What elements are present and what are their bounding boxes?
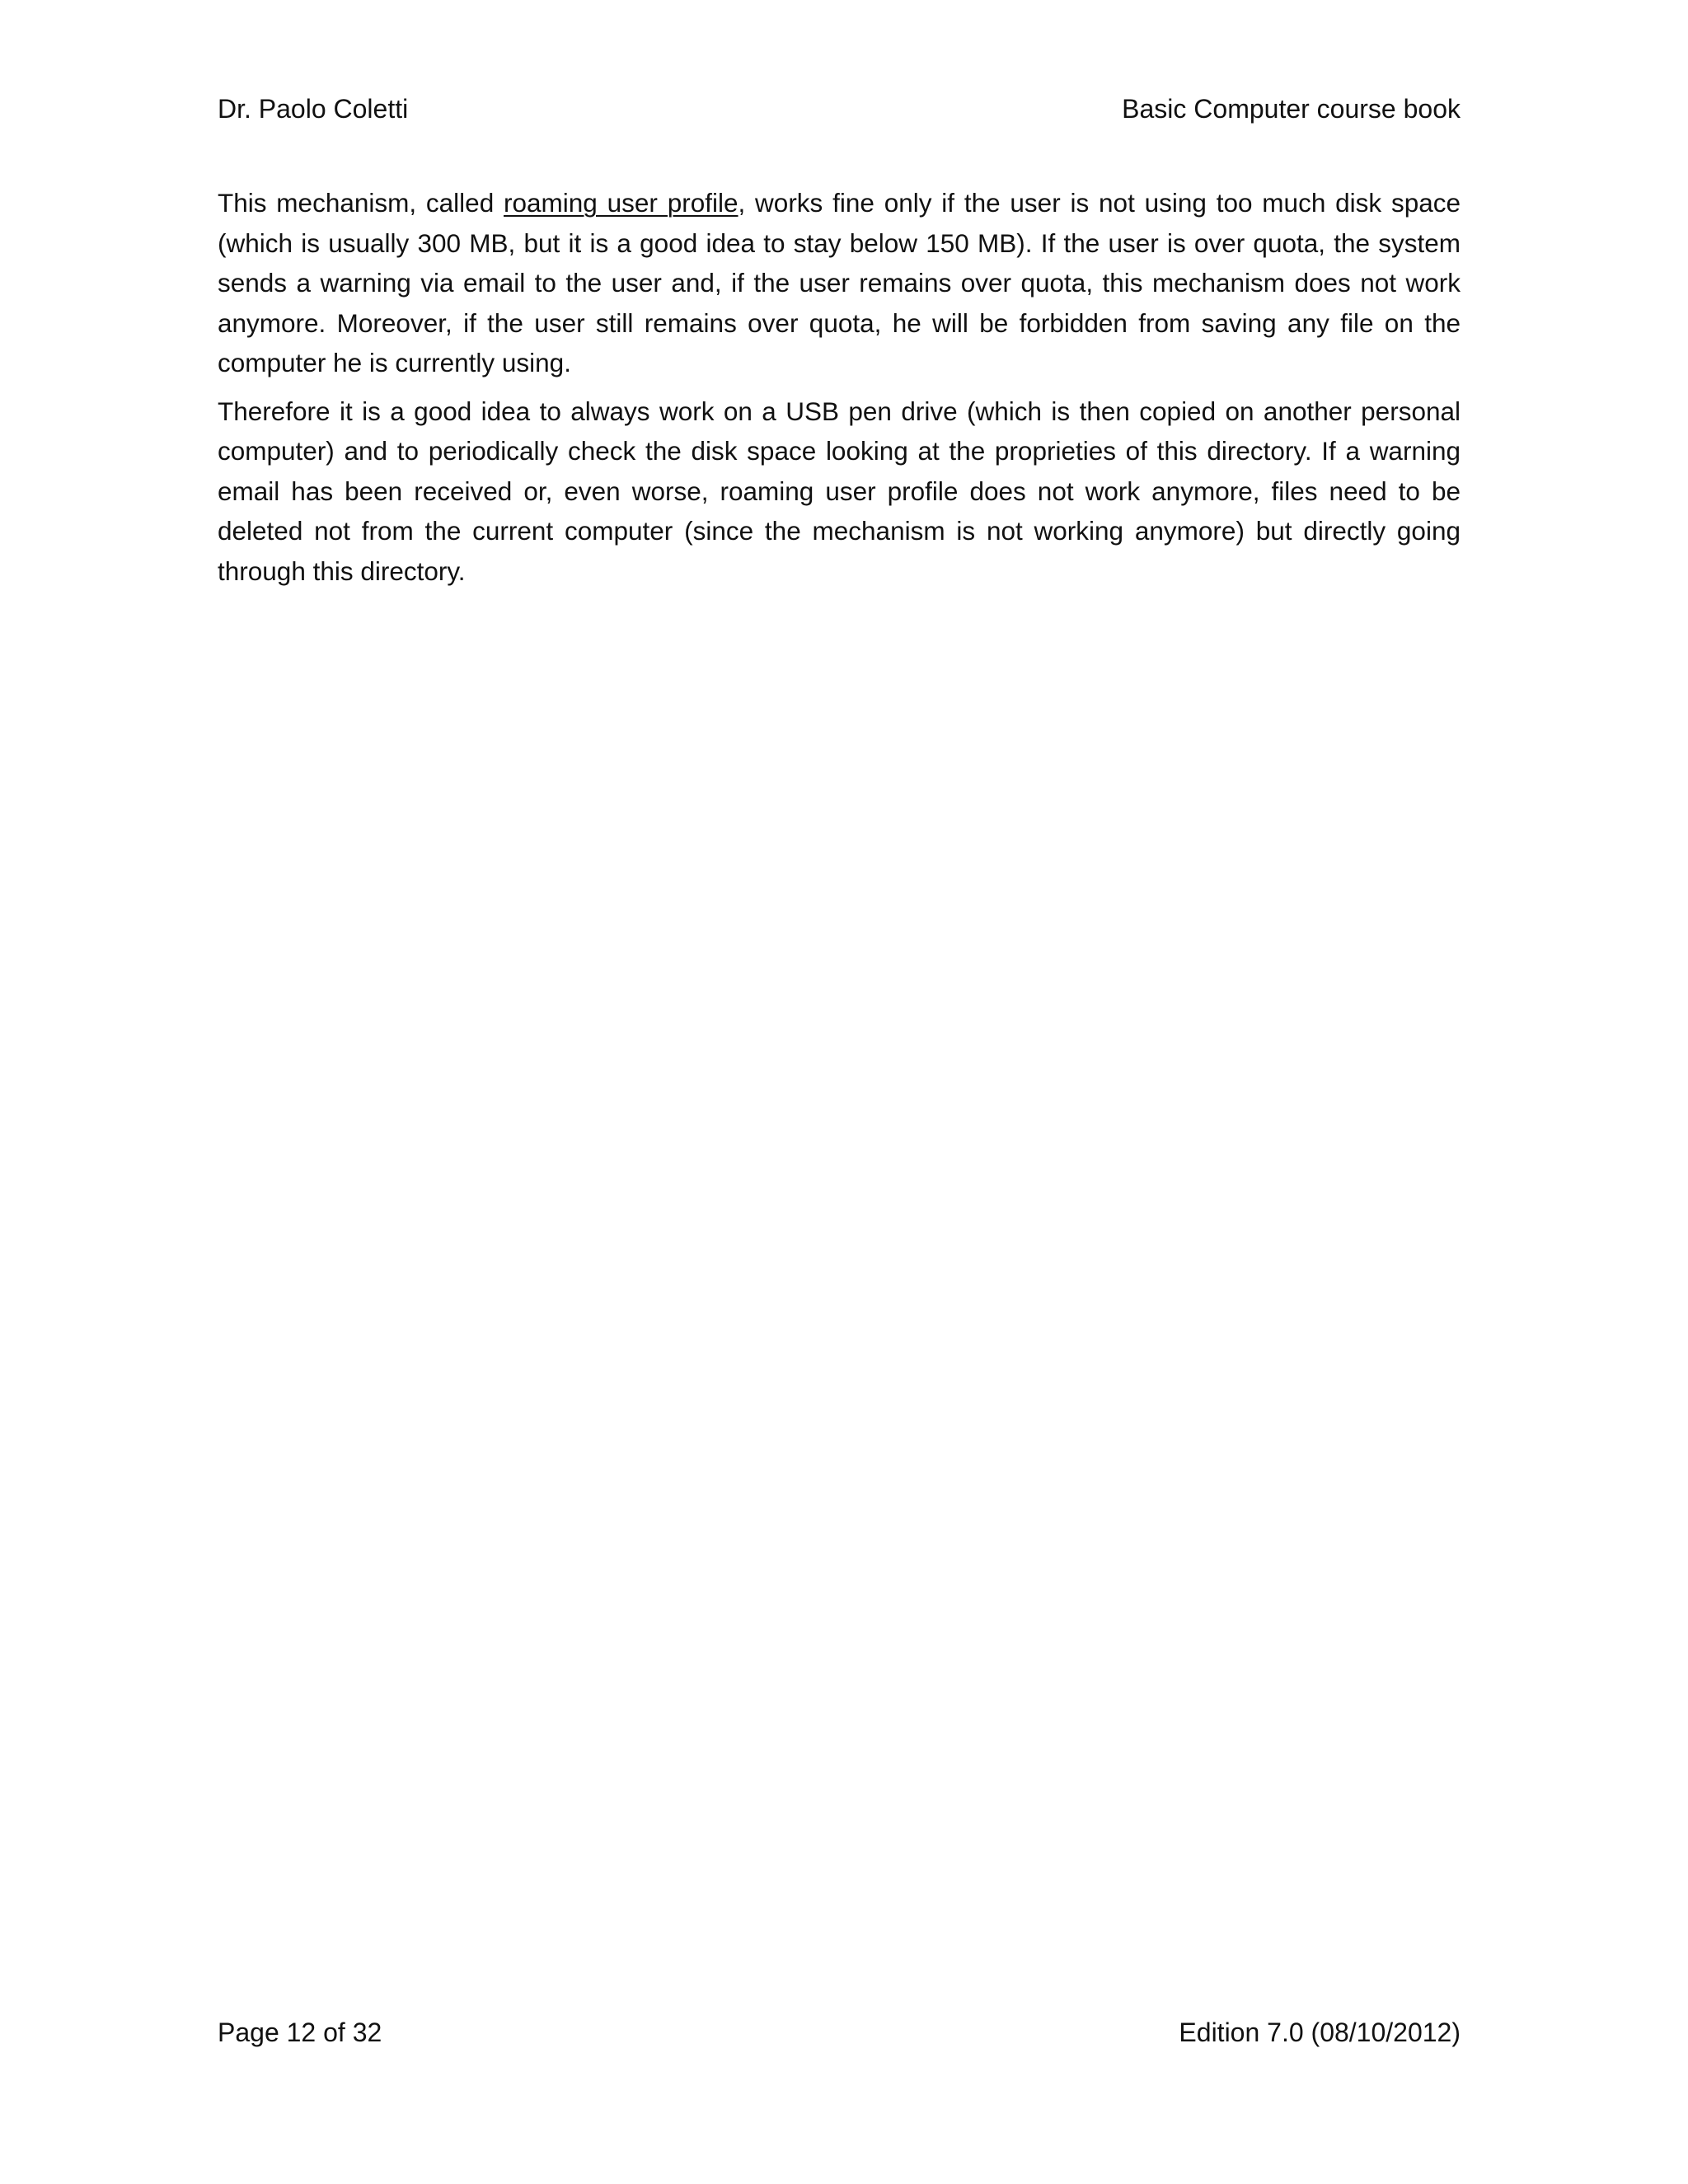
page-body (218, 183, 1461, 599)
paragraph-roaming-profile (218, 183, 1461, 383)
header-book-title: Basic Computer course book (1122, 94, 1461, 124)
page-footer (218, 2016, 1461, 2049)
page-header (218, 92, 1461, 125)
header-author: Dr. Paolo Coletti (218, 94, 409, 124)
paragraph-1-start: This mechanism, called (218, 188, 504, 218)
page-number: Page 12 of 32 (218, 2018, 382, 2047)
term-roaming-user-profile: roaming user profile (504, 188, 738, 218)
paragraph-usb-advice: Therefore it is a good idea to always work on a USB pen drive (which is then copied on another personal computer) and to periodically check the disk space looking at the proprieties of this directory. If a warning email has been received or, even worse, roaming user profile does not work anymore, files need to be deleted not from the current computer (since the mechanism is not working anymore) but directly going through this directory. (218, 396, 1461, 586)
paragraph-1-rest: , works fine only if the user is not using too much disk space (which is usually 300 MB, but it is a good idea to stay below 150 MB). If the user is over quota, the system sends a warning via email to the user and, if the user remains over quota, this mechanism does not work anymore. Moreover, if the user still remains over quota, he will be forbidden from saving any file on the computer he is currently using. (218, 188, 1461, 377)
edition-info: Edition 7.0 (08/10/2012) (1179, 2018, 1461, 2047)
